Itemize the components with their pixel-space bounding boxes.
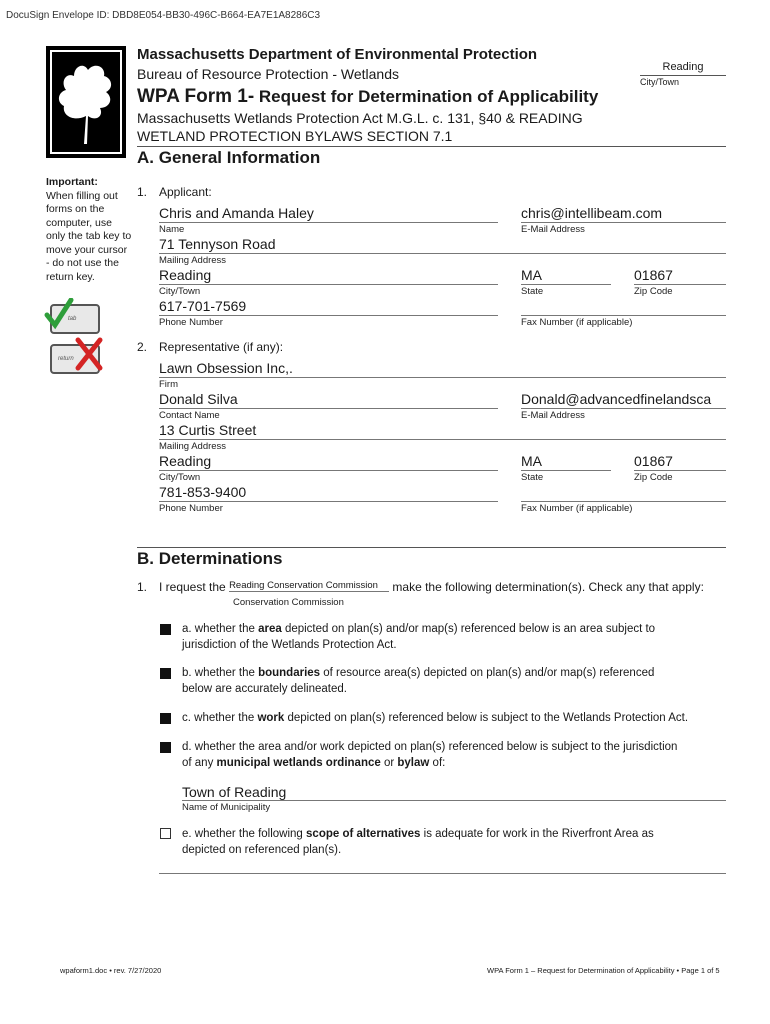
underline <box>182 800 726 801</box>
underline <box>159 408 498 409</box>
option-boundaries: b. whether the boundaries of resource area(s) depicted on plan(s) and/or map(s) referenced below are accurately delineated. <box>182 667 655 695</box>
state-label: State <box>521 286 544 297</box>
underline <box>159 377 726 378</box>
rep-firm-field[interactable]: Lawn Obsession Inc,. <box>159 360 293 376</box>
footer-right: WPA Form 1 – Request for Determination of Applicability • Page 1 of 5 <box>487 966 720 975</box>
mailing-address-label: Mailing Address <box>159 441 227 452</box>
contact-name-label: Contact Name <box>159 410 220 421</box>
oak-leaf-logo <box>46 46 126 158</box>
act-line-1: Massachusetts Wetlands Protection Act M.G.L. c. 131, §40 & READING <box>137 110 583 126</box>
option-work: c. whether the work depicted on plan(s) referenced below is subject to the Wetlands Protection Act. <box>182 712 689 724</box>
checkbox-work[interactable] <box>160 713 171 724</box>
department-name: Massachusetts Department of Environmental Protection <box>137 46 538 63</box>
form-title: WPA Form 1- Request for Determination of Applicability <box>137 86 599 107</box>
tab-key-label: tab <box>68 316 77 322</box>
commission-field[interactable]: Reading Conservation Commission <box>229 580 389 592</box>
important-note <box>46 176 132 284</box>
rep-fax-field[interactable] <box>521 501 726 502</box>
applicant-phone-field[interactable]: 617-701-7569 <box>159 298 247 314</box>
name-label: Name <box>159 224 185 235</box>
bureau-name: Bureau of Resource Protection - Wetlands <box>137 66 399 82</box>
applicant-email-field[interactable]: chris@intellibeam.com <box>521 205 663 221</box>
rep-address-field[interactable]: 13 Curtis Street <box>159 422 257 438</box>
city-label: City/Town <box>159 286 201 297</box>
phone-label: Phone Number <box>159 317 223 328</box>
underline <box>159 501 498 502</box>
rep-email-field[interactable]: Donald@advancedfinelandsca <box>521 391 712 407</box>
section-b-title: B. Determinations <box>137 547 726 569</box>
commission-label: Conservation Commission <box>233 597 344 608</box>
option-alternatives: e. whether the following scope of alternatives is adequate for work in the Riverfront Area as depicted on referenced plan(s). <box>182 828 654 856</box>
applicant-heading: Applicant: <box>159 185 212 199</box>
rep-zip-field[interactable]: 01867 <box>634 453 673 469</box>
email-label: E-Mail Address <box>521 410 585 421</box>
city-label: City/Town <box>159 472 201 483</box>
determination-number: 1. <box>137 580 148 594</box>
checkbox-alternatives[interactable] <box>160 828 171 839</box>
underline <box>159 253 726 254</box>
footer-left: wpaform1.doc • rev. 7/27/2020 <box>60 966 162 975</box>
applicant-address-field[interactable]: 71 Tennyson Road <box>159 236 276 252</box>
important-title: Important: <box>46 176 98 188</box>
alternatives-field[interactable] <box>159 873 726 874</box>
email-label: E-Mail Address <box>521 224 585 235</box>
act-line-2: WETLAND PROTECTION BYLAWS SECTION 7.1 <box>137 128 453 144</box>
checkbox-area[interactable] <box>160 624 171 635</box>
zip-label: Zip Code <box>634 472 673 483</box>
firm-label: Firm <box>159 379 178 390</box>
header-city-value: Reading <box>640 61 726 76</box>
option-municipal-bylaw: d. whether the area and/or work depicted on plan(s) referenced below is subject to the jurisdiction of any municipal wetlands ordinance or bylaw of: <box>182 741 678 769</box>
fax-label: Fax Number (if applicable) <box>521 317 633 328</box>
municipality-label: Name of Municipality <box>182 802 271 813</box>
mailing-address-label: Mailing Address <box>159 255 227 266</box>
state-label: State <box>521 472 544 483</box>
envelope-id: DocuSign Envelope ID: DBD8E054-BB30-496C-B664-EA7E1A8286C3 <box>6 10 321 21</box>
underline <box>159 222 498 223</box>
underline <box>634 284 726 285</box>
fax-label: Fax Number (if applicable) <box>521 503 633 514</box>
underline <box>521 284 611 285</box>
underline <box>634 470 726 471</box>
x-mark-icon <box>74 336 104 372</box>
applicant-number: 1. <box>137 185 148 199</box>
underline <box>521 222 726 223</box>
applicant-state-field[interactable]: MA <box>521 267 542 283</box>
applicant-name-field[interactable]: Chris and Amanda Haley <box>159 205 314 221</box>
underline <box>159 315 498 316</box>
form-subtitle: Request for Determination of Applicability <box>254 87 599 106</box>
determination-request: I request the Reading Conservation Commission make the following determination(s). Check any that apply: <box>159 580 704 594</box>
underline <box>521 470 611 471</box>
section-a-title: A. General Information <box>137 146 726 168</box>
applicant-zip-field[interactable]: 01867 <box>634 267 673 283</box>
return-key-label: return <box>58 356 74 362</box>
important-text: When filling out forms on the computer, use only the tab key to move your cursor - do not use the return key. <box>46 189 132 283</box>
representative-heading: Representative (if any): <box>159 340 284 354</box>
header-city-field <box>640 61 726 87</box>
header-city-label: City/Town <box>640 77 680 87</box>
checkmark-icon <box>44 298 77 330</box>
underline <box>521 408 726 409</box>
zip-label: Zip Code <box>634 286 673 297</box>
applicant-city-field[interactable]: Reading <box>159 267 212 283</box>
underline <box>159 470 498 471</box>
underline <box>159 284 498 285</box>
checkbox-boundaries[interactable] <box>160 668 171 679</box>
phone-label: Phone Number <box>159 503 223 514</box>
oak-leaf-icon <box>54 56 118 148</box>
underline <box>159 439 726 440</box>
rep-phone-field[interactable]: 781-853-9400 <box>159 484 247 500</box>
checkbox-municipal-bylaw[interactable] <box>160 742 171 753</box>
municipality-field[interactable]: Town of Reading <box>182 784 287 800</box>
option-area: a. whether the area depicted on plan(s) and/or map(s) referenced below is an area subject to jurisdiction of the Wetlands Protection Act. <box>182 623 656 651</box>
representative-number: 2. <box>137 340 148 354</box>
applicant-fax-field[interactable] <box>521 315 726 316</box>
rep-state-field[interactable]: MA <box>521 453 542 469</box>
rep-city-field[interactable]: Reading <box>159 453 212 469</box>
rep-contact-field[interactable]: Donald Silva <box>159 391 238 407</box>
